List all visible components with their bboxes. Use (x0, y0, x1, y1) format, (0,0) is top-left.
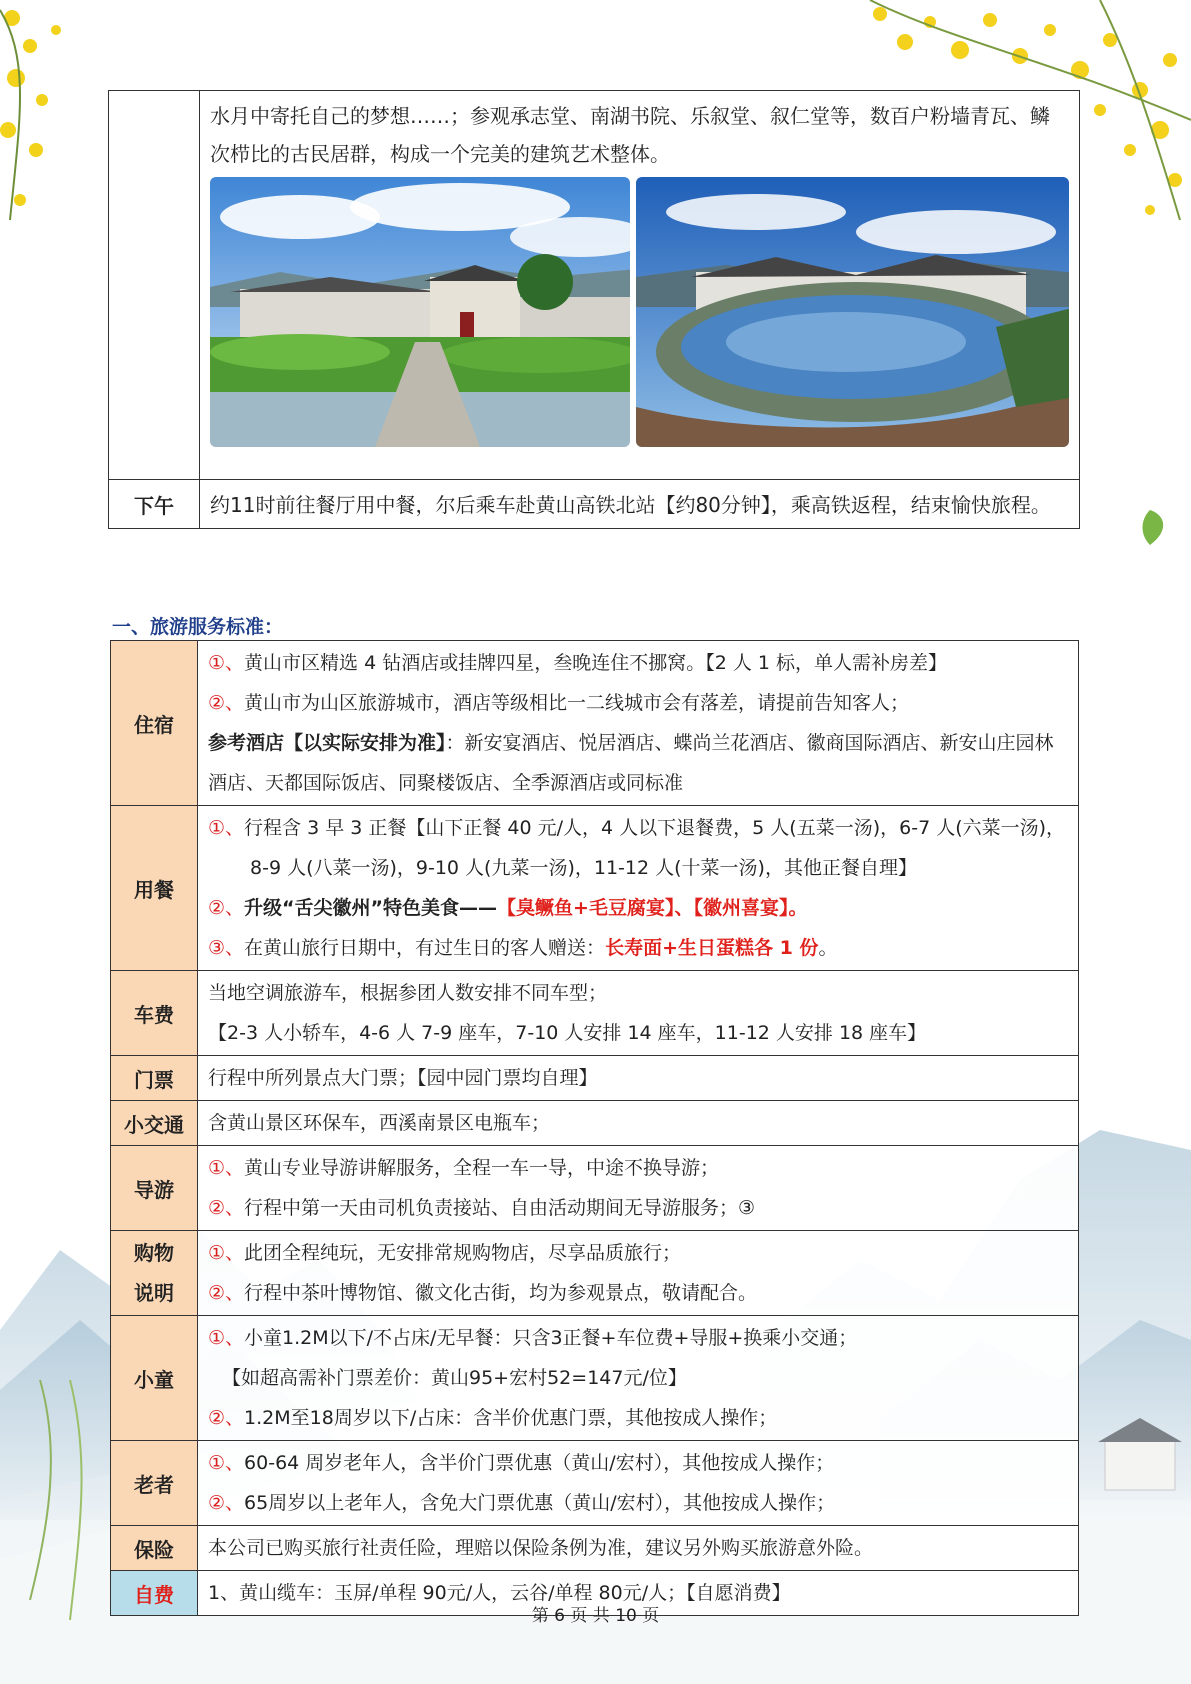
photo-row (210, 177, 1069, 447)
birthday-gift: 长寿面+生日蛋糕各 1 份 (605, 937, 819, 959)
child-line-2: 【如超高需补门票差价：黄山95+宏村52=147元/位】 (222, 1367, 687, 1389)
service-standards-table (110, 640, 1079, 1616)
itinerary-row-morning (109, 91, 1080, 480)
label-guide: 导游 (111, 1146, 198, 1231)
service-row-child (111, 1316, 1079, 1441)
item-number: ②、 (208, 1282, 245, 1304)
item-number: ①、 (208, 1452, 245, 1474)
reference-hotels-label: 参考酒店【以实际安排为准】 (208, 732, 446, 754)
service-row-guide (111, 1146, 1079, 1231)
lodging-line-1: 黄山市区精选 4 钻酒店或挂牌四星，叁晚连住不挪窝。【2 人 1 标，单人需补房差】 (244, 652, 948, 674)
itinerary-table (108, 90, 1080, 529)
service-row-shopping (111, 1231, 1079, 1316)
label-meals: 用餐 (111, 806, 198, 971)
shuttle-line-1: 含黄山景区环保车，西溪南景区电瓶车； (198, 1101, 1079, 1146)
service-row-meals (111, 806, 1079, 971)
insurance-line-1: 本公司已购买旅行社责任险，理赔以保险条例为准，建议另外购买旅游意外险。 (198, 1526, 1079, 1571)
label-selfpay: 自费 (111, 1571, 198, 1616)
item-number: ②、 (208, 1492, 245, 1514)
label-lodging: 住宿 (111, 641, 198, 806)
elderly-line-1: 60-64 周岁老年人，含半价门票优惠（黄山/宏村），其他按成人操作； (244, 1452, 835, 1474)
item-number: ③、 (208, 937, 245, 959)
car-line-1: 当地空调旅游车，根据参团人数安排不同车型； (208, 982, 608, 1004)
shopping-line-1: 此团全程纯玩，无安排常规购物店，尽享品质旅行； (244, 1242, 682, 1264)
meals-line-1: 行程含 3 早 3 正餐【山下正餐 40 元/人，4 人以下退餐费，5 人(五菜一汤)，6-7 人(六菜一汤)，8-9 人(八菜一汤)，9-10 人(九菜一汤)，11-12 人(十菜一汤)，其他正餐自理】 (244, 817, 1066, 879)
hongcun-lotus-photo (210, 177, 630, 447)
child-line-3: 1.2M至18周岁以下/占床：含半价优惠门票，其他按成人操作； (244, 1407, 778, 1429)
itinerary-row-afternoon (109, 480, 1080, 529)
label-shuttle: 小交通 (111, 1101, 198, 1146)
item-number: ②、 (208, 897, 245, 919)
label-shopping-2: 说明 (134, 1281, 174, 1305)
item-number: ①、 (208, 817, 245, 839)
label-car: 车费 (111, 971, 198, 1056)
item-number: ②、 (208, 1407, 245, 1429)
service-row-tickets (111, 1056, 1079, 1101)
section-title: 一、旅游服务标准： (112, 616, 284, 638)
car-line-2: 【2-3 人小轿车，4-6 人 7-9 座车，7-10 人安排 14 座车，11-12 人安排 18 座车】 (208, 1022, 927, 1044)
itinerary-text: 水月中寄托自己的梦想……；参观承志堂、南湖书院、乐叙堂、叙仁堂等，数百户粉墙青瓦、鳞次栉比的古民居群，构成一个完美的建筑艺术整体。 (210, 104, 1050, 166)
meals-upgrade-label: 升级“舌尖徽州”特色美食—— (244, 897, 498, 919)
item-number: ②、 (208, 692, 245, 714)
service-row-shuttle (111, 1101, 1079, 1146)
row-label-afternoon: 下午 (109, 480, 200, 529)
label-shopping-1: 购物 (134, 1241, 174, 1265)
label-child: 小童 (111, 1316, 198, 1441)
moon-pond-photo (636, 177, 1069, 447)
service-row-elderly (111, 1441, 1079, 1526)
item-number: ①、 (208, 1242, 245, 1264)
selfpay-line-1: 1、黄山缆车：玉屏/单程 90元/人，云谷/单程 80元/人；【自愿消费】 (198, 1571, 1079, 1616)
item-number: ①、 (208, 652, 245, 674)
child-line-1: 小童1.2M以下/不占床/无早餐：只含3正餐+车位费+导服+换乘小交通； (244, 1327, 858, 1349)
reference-hotels-list: ：新安宴酒店、悦居酒店、蝶尚兰花酒店、徽商国际酒店、新安山庄园林酒店、天都国际饭店、同聚楼饭店、全季源酒店或同标准 (208, 732, 1054, 794)
label-insurance: 保险 (111, 1526, 198, 1571)
lodging-line-2: 黄山市为山区旅游城市，酒店等级相比一二线城市会有落差，请提前告知客人； (244, 692, 910, 714)
item-number: ①、 (208, 1157, 245, 1179)
label-elderly: 老者 (111, 1441, 198, 1526)
service-row-lodging (111, 641, 1079, 806)
item-number: ②、 (208, 1197, 245, 1219)
guide-line-1: 黄山专业导游讲解服务，全程一车一导，中途不换导游； (244, 1157, 720, 1179)
page-footer: 第 6 页 共 10 页 (531, 1606, 660, 1626)
shopping-line-2: 行程中茶叶博物馆、徽文化古街，均为参观景点，敬请配合。 (244, 1282, 758, 1304)
row-label (109, 91, 200, 480)
guide-line-2: 行程中第一天由司机负责接站、自由活动期间无导游服务；③ (244, 1197, 756, 1219)
meals-upgrade-dishes: 【臭鳜鱼+毛豆腐宴】、【徽州喜宴】。 (497, 897, 808, 919)
elderly-line-2: 65周岁以上老年人，含免大门票优惠（黄山/宏村），其他按成人操作； (244, 1492, 836, 1514)
label-tickets: 门票 (111, 1056, 198, 1101)
service-row-car (111, 971, 1079, 1056)
itinerary-afternoon-text: 约11时前往餐厅用中餐，尔后乘车赴黄山高铁北站【约80分钟】，乘高铁返程，结束愉快旅程。 (200, 480, 1080, 529)
item-number: ①、 (208, 1327, 245, 1349)
meals-line-3: 在黄山旅行日期中，有过生日的客人赠送： (244, 937, 606, 959)
tickets-line-1: 行程中所列景点大门票；【园中园门票均自理】 (198, 1056, 1079, 1101)
service-row-insurance (111, 1526, 1079, 1571)
meals-line-3-end: 。 (818, 937, 838, 959)
